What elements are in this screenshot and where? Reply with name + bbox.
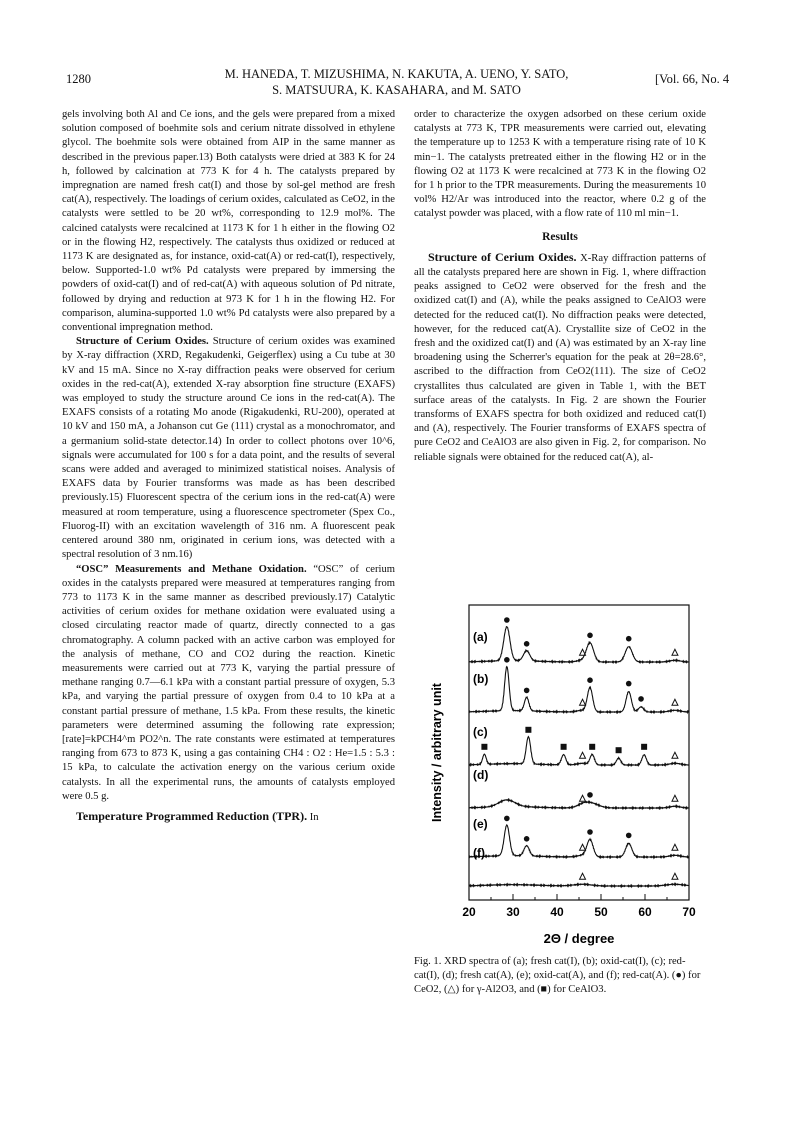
- cealo3-peak-marker: [525, 727, 531, 733]
- x-axis-label: 2Θ / degree: [543, 931, 615, 946]
- series-label: (b): [473, 671, 489, 686]
- ceo2-peak-marker: [587, 633, 593, 639]
- series-line: [469, 627, 689, 663]
- series-label: (d): [473, 767, 489, 782]
- paragraph-text: In: [309, 811, 319, 823]
- alumina-peak-marker: [672, 752, 678, 758]
- cealo3-peak-marker: [616, 747, 622, 753]
- ceo2-peak-marker: [626, 681, 632, 687]
- series-line: [469, 799, 689, 808]
- ceo2-peak-marker: [587, 677, 593, 683]
- x-tick-label: 30: [506, 905, 520, 919]
- cealo3-peak-marker: [589, 744, 595, 750]
- section-heading: “OSC” Measurements and Methane Oxidation.: [76, 563, 307, 575]
- alumina-peak-marker: [672, 844, 678, 850]
- alumina-peak-marker: [580, 649, 586, 655]
- left-column: [62, 108, 395, 825]
- series-label: (c): [473, 724, 488, 739]
- ceo2-peak-marker: [638, 696, 644, 702]
- cealo3-peak-marker: [481, 744, 487, 750]
- alumina-peak-marker: [580, 873, 586, 879]
- alumina-peak-marker: [580, 752, 586, 758]
- series-label: (e): [473, 816, 488, 831]
- paragraph-text: “OSC” of cerium oxides in the catalysts prepared were measured at temperatures ranging from 773 to 1173 K in the same manner as described previously.17) Catalytic activities of cerium oxides for methane oxidation were evaluated using a closed circulating reactor made of quartz, directly connected to a gas chromatography. A column packed with an active carbon was employed for the analysis of methane, CO and CO2 during the reaction. Kinetic measurements were carried out at 773 K, varying the partial pressure of methane ranging 0.7—6.1 kPa with a constant partial pressure of oxygen, 5.3 kPa, and varying the partial pressure of oxygen from 0.4 to 10 kPa at a constant partial pressure of methane, 1.5 kPa. From these results, the kinetic parameters were determined assuming the following rate expression; [rate]=kPCH4^m PO2^n. The rate constants were estimated at temperatures ranging from 673 to 873 K, using a gas containing CH4 : O2 : He=1.5 : 5.3 : 15 kPa, to calculate the activation energy on the various cerium oxide catalysts. In all the experimental runs, the amounts of catalysts employed were 0.5 g.: [62, 563, 395, 802]
- xrd-chart: [414, 600, 706, 952]
- series-label: (f): [473, 845, 485, 860]
- figure-caption: [414, 955, 706, 998]
- page-number: 1280: [66, 72, 91, 86]
- alumina-peak-marker: [580, 795, 586, 801]
- x-tick-label: 70: [682, 905, 696, 919]
- x-tick-label: 60: [638, 905, 652, 919]
- alumina-peak-marker: [672, 795, 678, 801]
- paragraph: [414, 250, 706, 465]
- ceo2-peak-marker: [626, 833, 632, 839]
- results-heading: Results: [542, 230, 578, 243]
- ceo2-peak-marker: [524, 688, 530, 694]
- section-heading: Structure of Cerium Oxides.: [76, 336, 209, 348]
- x-tick-label: 40: [550, 905, 564, 919]
- alumina-peak-marker: [672, 699, 678, 705]
- right-column: [414, 108, 706, 465]
- ceo2-peak-marker: [626, 636, 632, 642]
- ceo2-peak-marker: [504, 617, 510, 623]
- x-tick-label: 50: [594, 905, 608, 919]
- paragraph: [62, 335, 395, 562]
- cealo3-peak-marker: [641, 744, 647, 750]
- paragraph-text: Structure of cerium oxides was examined by X-ray diffraction (XRD, Regakudenki, Geigerflex) using a Cu tube at 30 kV and 15 mA. Since no X-ray diffraction peaks were observed for cerium oxides in the red-cat(A), extended X-ray absorption fine structure (EXAFS) was employed to study the structure around Ce ions in the red-cat(A). The EXAFS consists of a rotating Mo anode (Rigakudenki, RU-200), operated at 10 kV and 150 mA, a Johanson cut Ge (111) crystal as a monochromator, and a germanium solid-state detector.14) In order to collect photons over 10^6, signals were accumulated for 100 s for a data point, and the results of several scans were added and averaged to minimized statistical noises. Analysis of EXAFS data by Fourier transforms was made as has been described previously.15) Fluorescent spectra of the cerium ions in the red-cat(A) were measured at room temperature, using a fluorescence spectrometer (Spex Co., Fluorog-II) with an excitation wavelength of 316 nm. A fluorescent peak centered around 380 nm, originated in cerium ions, was detected with a spectral resolution of 3 nm.16): [62, 336, 395, 561]
- ceo2-peak-marker: [524, 836, 530, 842]
- cealo3-peak-marker: [561, 744, 567, 750]
- paragraph-text: X-Ray diffraction patterns of all the catalysts prepared here are shown in Fig. 1, where diffraction peaks assigned to CeO2 were observed for the fresh and the oxidized cat(I) and (A), while the peaks assigned to CeAlO3 were detected for the reduced cat(I). No diffraction peaks were detected, however, for the reduced cat(A). Crystallite size of CeO2 in the fresh and the oxidized cat(I) and (A) was estimated by an X-ray line broadening using the Scherrer's equation for the peak at 2θ=28.6°, ascribed to the diffraction from CeO2(111). The size of CeO2 crystallites thus calculated are given in Table 1, with the BET surface areas of the catalysts. In Fig. 2 are shown the Fourier transforms of EXAFS spectra for both oxidized and reduced cat(I) and (A), respectively. The Fourier transforms of EXAFS spectra of pure CeO2 and CeAlO3 are also given in Fig. 2, for comparison. No reliable signals were obtained for the reduced cat(A), al-: [414, 252, 706, 463]
- paragraph: [62, 809, 395, 825]
- x-tick-label: 20: [462, 905, 476, 919]
- paragraph: order to characterize the oxygen adsorbed on these cerium oxide catalysts at 773 K, TPR measurements were carried out, elevating the temperature up to 1253 K with a temperature rising rate of 10 K min−1. The catalysts pretreated either in the flowing H2 or in the flowing O2 at 1173 K were recalcined at 773 K in the flowing O2 for 1 h prior to the TPR measurements. During the measurements 10 vol% H2/Ar was introduced into the reactor, where 0.2 g of the catalyst powder was placed, with a flow rate of 110 ml min−1.: [414, 109, 706, 220]
- authors-line-2: S. MATSUURA, K. KASAHARA, and M. SATO: [272, 83, 521, 97]
- alumina-peak-marker: [580, 699, 586, 705]
- paragraph: [62, 563, 395, 804]
- ceo2-peak-marker: [587, 792, 593, 798]
- alumina-peak-marker: [580, 844, 586, 850]
- alumina-peak-marker: [672, 649, 678, 655]
- paragraph: gels involving both Al and Ce ions, and the gels were prepared from a mixed solution composed of boehmite sols and cerium nitrate dissolved in ethylene glycol. The boehmite sols were obtained from AIP in the same manner as described in the previous paper.13) Both catalysts were dried at 383 K for 24 h, followed by calcination at 773 K for 4 h. The catalysts prepared by impregnation are named fresh cat(I) and those by sol-gel method are fresh cat(A), respectively. The loadings of cerium oxides, calculated as CeO2, in the catalysts were settled to be 20 wt%, corresponding to 12.9 mol%. The calcined catalysts were recalcined at 1173 K for 1 h either in the flowing O2 or in the flowing H2, respectively. The catalysts thus oxidized or reduced at 1173 K are designated as, for instance, oxid-cat(A) or red-cat(I), respectively, below. Supported-1.0 wt% Pd catalysts were prepared by immersing the powders of oxid-cat(I) and of red-cat(A) with aqueous solution of Pd nitrate, followed by drying and reduction at 973 K for 1 h in the flowing H2. For comparison, alumina-supported 1.0 wt% Pd catalysts were also prepared by a conventional impregnation method.: [62, 109, 395, 334]
- series-label: (a): [473, 629, 488, 644]
- volume-info: [Vol. 66, No. 4: [655, 72, 730, 86]
- ceo2-peak-marker: [504, 657, 510, 663]
- section-heading: Structure of Cerium Oxides.: [428, 249, 577, 264]
- caption-text: Fig. 1. XRD spectra of (a); fresh cat(I), (b); oxid-cat(I), (c); red-cat(I), (d); fresh cat(A), (e); oxid-cat(A), and (f); red-cat(A). (●) for CeO2, (△) for γ-Al2O3, and (■) for CeAlO3.: [414, 956, 701, 996]
- series-line: [469, 737, 689, 766]
- ceo2-peak-marker: [524, 641, 530, 647]
- authors-line-1: M. HANEDA, T. MIZUSHIMA, N. KAKUTA, A. UENO, Y. SATO,: [224, 67, 569, 81]
- series-line: [469, 825, 689, 858]
- section-heading: Temperature Programmed Reduction (TPR).: [76, 808, 308, 823]
- series-line: [469, 884, 689, 887]
- y-axis-label: Intensity / arbitrary unit: [430, 683, 444, 822]
- ceo2-peak-marker: [587, 829, 593, 835]
- alumina-peak-marker: [672, 873, 678, 879]
- ceo2-peak-marker: [504, 816, 510, 822]
